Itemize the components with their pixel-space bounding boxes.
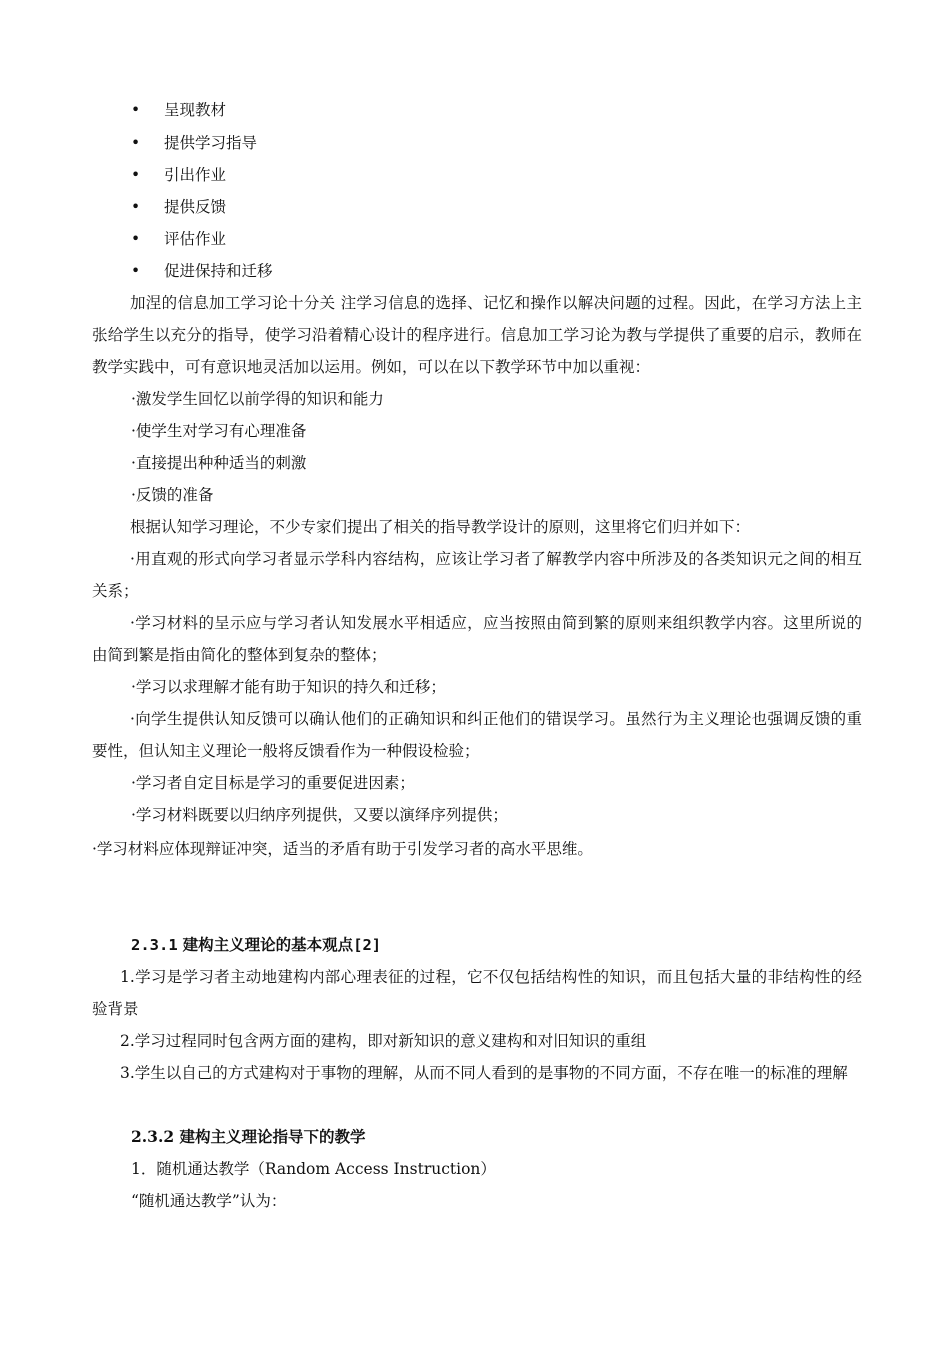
section-number: 2.3.1 <box>131 936 178 954</box>
principle-item: ·学习材料应体现辩证冲突，适当的矛盾有助于引发学习者的高水平思维。 <box>92 840 593 858</box>
constructivism-point: 1.学习是学习者主动地建构内部心理表征的过程，它不仅包括结构性的知识，而且包括大量的非结构性的经验背景 <box>92 968 862 1018</box>
section-heading-2-3-1 <box>131 935 381 955</box>
quote-line: “随机通达教学”认为： <box>131 1192 287 1210</box>
principle-item: ·学习材料既要以归纳序列提供，又要以演绎序列提供； <box>131 806 508 824</box>
section-heading-2-3-2: 2.3.2 建构主义理论指导下的教学 <box>131 1127 366 1146</box>
list-item: ·使学生对学习有心理准备 <box>131 422 307 440</box>
list-item: ·激发学生回忆以前学得的知识和能力 <box>131 390 384 408</box>
list-item: 提供反馈 <box>164 198 227 216</box>
constructivism-point: 3.学生以自己的方式建构对于事物的理解，从而不同人看到的是事物的不同方面，不存在唯一的标准的理解 <box>120 1064 848 1082</box>
bullet-dot: • <box>131 134 141 152</box>
citation-ref: [2] <box>353 936 382 954</box>
bullet-dot: • <box>131 166 141 184</box>
bullet-dot: • <box>131 230 141 248</box>
list-item: 促进保持和迁移 <box>164 262 273 280</box>
paragraph-gagne: 加涅的信息加工学习论十分关 注学习信息的选择、记忆和操作以解决问题的过程。因此，在学习方法上主张给学生以充分的指导，使学习沿着精心设计的程序进行。信息加工学习论为教与学提供了重要的启示，教师在教学实践中，可有意识地灵活加以运用。例如，可以在以下教学环节中加以重视： <box>92 294 862 376</box>
numbered-item: 1．随机通达教学（Random Access Instruction） <box>131 1160 496 1178</box>
list-item: ·反馈的准备 <box>131 486 214 504</box>
principle-item: ·学习材料的呈示应与学习者认知发展水平相适应，应当按照由简到繁的原则来组织教学内容。这里所说的由简到繁是指由简化的整体到复杂的整体； <box>92 614 862 664</box>
list-item: 引出作业 <box>164 166 227 184</box>
paragraph-principles-intro: 根据认知学习理论，不少专家们提出了相关的指导教学设计的原则，这里将它们归并如下： <box>130 518 751 536</box>
list-item: 呈现教材 <box>164 101 227 119</box>
bullet-dot: • <box>131 262 141 280</box>
principle-item: ·用直观的形式向学习者显示学科内容结构，应该让学习者了解教学内容中所涉及的各类知识元之间的相互关系； <box>92 550 862 600</box>
list-item: ·直接提出种种适当的刺激 <box>131 454 307 472</box>
principle-item: ·学习以求理解才能有助于知识的持久和迁移； <box>131 678 446 696</box>
bullet-dot: • <box>131 101 141 119</box>
section-title: 建构主义理论的基本观点 <box>182 935 354 954</box>
principle-item: ·向学生提供认知反馈可以确认他们的正确知识和纠正他们的错误学习。虽然行为主义理论也强调反馈的重要性，但认知主义理论一般将反馈看作为一种假设检验； <box>92 710 862 760</box>
list-item: 提供学习指导 <box>164 134 258 152</box>
bullet-dot: • <box>131 198 141 216</box>
principle-item: ·学习者自定目标是学习的重要促进因素； <box>131 774 415 792</box>
constructivism-point: 2.学习过程同时包含两方面的建构，即对新知识的意义建构和对旧知识的重组 <box>120 1032 647 1050</box>
list-item: 评估作业 <box>164 230 227 248</box>
